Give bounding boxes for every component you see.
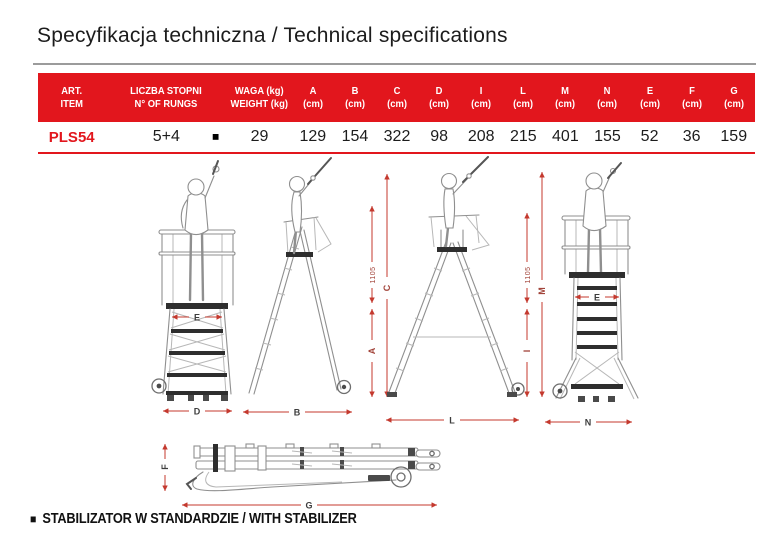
dim-b	[243, 408, 352, 418]
dim-e-extended-label: E	[593, 292, 601, 303]
aframe-view-drawing	[386, 157, 524, 426]
column-header-n: N (cm)	[597, 85, 618, 110]
cell-dim-b: 154	[341, 128, 369, 145]
dim-g-label: G	[305, 500, 313, 511]
front-view-drawing	[152, 161, 235, 417]
extended-view-drawing	[545, 163, 638, 428]
cell-dim-d: 98	[430, 128, 448, 145]
column-header-art: ART. ITEM	[60, 85, 83, 110]
column-header-g: G (cm)	[723, 85, 744, 110]
cell-dim-m: 401	[552, 128, 579, 145]
dim-1105-left-label: 1105	[370, 266, 377, 284]
technical-diagram	[0, 156, 774, 512]
cell-dim-l: 215	[509, 128, 537, 145]
column-header-weight: WAGA (kg) WEIGHT (kg)	[230, 85, 289, 110]
page-title: Specyfikacja techniczna / Technical specifications	[37, 24, 508, 47]
spec-table-row	[38, 122, 755, 152]
cell-dim-e: 52	[640, 128, 659, 145]
dim-b-label: B	[293, 407, 301, 418]
footnote-text: STABILIZATOR W STANDARDZIE / WITH STABILIZER	[42, 511, 357, 527]
dim-l-label: L	[449, 415, 455, 426]
cell-dim-c: 322	[383, 128, 411, 145]
stabilizer-footnote	[30, 511, 357, 527]
table-bottom-rule	[38, 152, 755, 154]
column-header-i: I (cm)	[471, 85, 492, 110]
left-height-dimensions	[367, 174, 392, 397]
cell-weight: 29	[250, 128, 269, 145]
column-header-e: E (cm)	[639, 85, 660, 110]
dim-d	[163, 407, 232, 417]
dim-f-label: F	[160, 464, 170, 470]
dim-a-label: A	[367, 347, 377, 355]
cell-dim-f: 36	[682, 128, 701, 145]
column-header-rungs: LICZBA STOPNI N° OF RUNGS	[130, 85, 203, 110]
dim-n-label: N	[584, 417, 592, 428]
folded-view-drawing	[160, 444, 440, 511]
cell-dim-n: 155	[594, 128, 621, 145]
dim-i-label: I	[522, 349, 532, 353]
dim-c-label: C	[382, 284, 392, 292]
dim-e-extended	[575, 293, 619, 303]
dim-l	[386, 416, 519, 426]
dim-n	[545, 418, 632, 428]
person-figure	[442, 157, 489, 246]
side-view-drawing	[243, 158, 352, 418]
cell-dim-i: 208	[467, 128, 495, 145]
cell-dim-g: 159	[720, 128, 748, 145]
dim-m-label: M	[537, 287, 547, 295]
column-header-d: D (cm)	[429, 85, 450, 110]
column-header-l: L (cm)	[513, 85, 534, 110]
right-height-dimensions	[522, 172, 547, 397]
column-header-c: C (cm)	[387, 85, 407, 110]
cell-rungs: 5+4 ■	[152, 128, 220, 145]
dim-d-label: D	[193, 406, 201, 417]
dim-1105-right-label: 1105	[525, 266, 532, 284]
spec-table	[38, 73, 755, 154]
column-header-b: B (cm)	[344, 85, 365, 110]
cell-art-item: PLS54	[48, 128, 95, 146]
column-header-a: A (cm)	[302, 85, 323, 110]
column-header-m: M (cm)	[555, 85, 576, 110]
dim-f	[160, 444, 170, 491]
dim-e-front-label: E	[193, 312, 201, 323]
spec-table-header	[38, 73, 755, 122]
wheel-icon	[391, 467, 411, 487]
dim-g	[182, 501, 437, 511]
person-figure	[290, 158, 332, 253]
square-marker-icon: ■	[30, 512, 37, 526]
cell-dim-a: 129	[299, 128, 327, 145]
stabilizer-square-icon: ■	[212, 129, 220, 144]
column-header-f: F (cm)	[681, 85, 702, 110]
title-divider	[33, 63, 756, 65]
